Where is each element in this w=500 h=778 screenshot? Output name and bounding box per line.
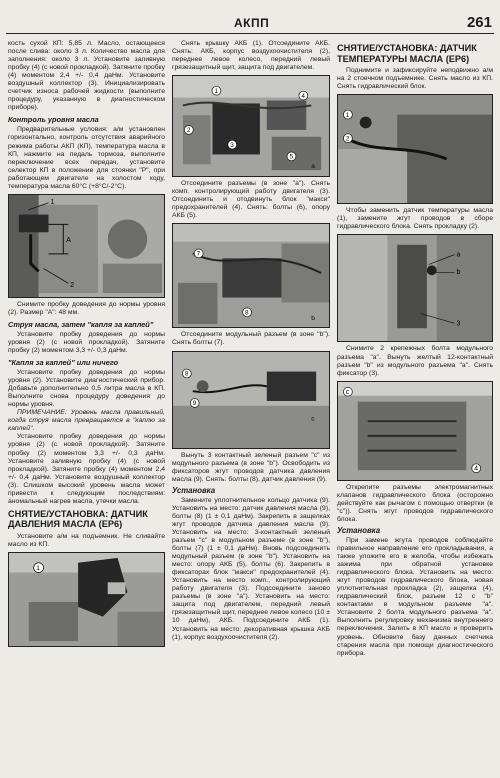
photo-engine-bay <box>172 75 330 177</box>
page-header <box>6 0 494 34</box>
fig-label: 4 <box>301 92 305 100</box>
paragraph: Замените уплотнительное кольцо датчика (9). Установить на место: датчик давления масла (9), болты (8) (1 ± 0,1 даНм). Закрепить в защелках жгут проводов датчика давления масла (9). Установить на место: 3-контактный зеленый разъем "c" в модульном разъеме (в зоне "b"), болты (7) (1 ± 0,1 даНм). Вновь подсоединить модульный разъем (в зоне "b"). Установить на место: опору АКБ (5), болты (6). Закрепить в фиксаторах блок "макси" предохранителей (4). Установить на место комп., контролирующий работу двигателя (3). Подсоедините заново разъемы (в зоне "a"). Установить на место: защита под двигателем, передний левый грязезащитный щит, переднее левое колесо (10 ± 10 даНм), АКБ. Подсоедините АКБ (1). Установить на место: декоративная крышка АКБ (1), корпус воздухоочистителя (2). <box>172 496 330 641</box>
photo-modular-connector <box>172 223 330 328</box>
photo-connector-a <box>337 234 493 342</box>
section-title: АКПП <box>234 16 270 30</box>
fig-label: 2 <box>345 135 350 143</box>
fig-label: c <box>345 388 350 396</box>
fig-label: 9 <box>192 399 197 407</box>
note: ПРИМЕЧАНИЕ: Уровень масла правильный, когда струя масла превращается в "каплю за каплей". <box>8 409 165 433</box>
subheading-install: Установка <box>172 485 216 495</box>
subheading-stream: Струя масла, затем "капля за каплей" <box>8 319 154 329</box>
paragraph: Снять крышку АКБ (1). Отсоедините АКБ. Снять: АКБ, корпус воздухоочистителя (2), переднее левое колесо, передний левый грязезащитный щит, защита под двигателем. <box>172 40 330 72</box>
fig-label: 7 <box>196 251 201 259</box>
paragraph: Снимите 2 крепежных болта модульного разъема "a". Вынуть желтый 12-контактный разъем "b" из модульного разъема "a". Снять фиксатор (3). <box>337 345 493 377</box>
fig-label: 4 <box>474 465 479 473</box>
fig-label: 2 <box>186 127 191 135</box>
fig-label: 1 <box>36 565 40 573</box>
fig-label: 3 <box>456 320 461 328</box>
paragraph: Отсоедините разъемы (в зоне "a"). Снять комп. контролирующий работу двигателя (3). Отсоединить и отодвинуть блок "макси" предохранителей (4). Снять: болты (6), опору АКБ (5). <box>172 180 330 220</box>
paragraph: Снимите пробку доведения до нормы уровня (2). Размер "A": 48 мм. <box>8 300 165 316</box>
paragraph: Чтобы заменить датчик температуры масла (1), замените жгут проводов в сборе гидравлического блока. Снять прокладку (2). <box>337 207 493 231</box>
fig-label: A <box>66 236 71 244</box>
paragraph: Открепите разъемы электромагнитных клапанов гидравлического блока (осторожно действуйте как рычагом с помощью отвертки (в "c")). Снять жгут проводов гидравлического блока. <box>337 483 493 523</box>
column-1 <box>8 40 165 650</box>
fig-label: 8 <box>245 309 249 317</box>
page-number: 261 <box>466 14 492 31</box>
photo-battery-area <box>8 552 165 647</box>
paragraph: При замене жгута проводов соблюдайте правильное направление его прокладывания, а также уложите его в желоба, чтобы избежать зажима при обратной установке гидравлического блока. Установить на место: жгут проводов гидравлического блока, новая уплотнительная прокладка (2), защелка (4), гидравлический блок, разъем 12 с "b" контактами в модульном разъеме "a". Установите 2 болта модульного разъема "a". Выполнить регулировку механизма внутреннего переключения. Залить в КП масло и проверить уровень. Обновите базу данных счетчика старения масла при помощи диагностического прибора. <box>337 536 493 657</box>
fig-label: a <box>311 163 315 171</box>
fig-label: b <box>311 315 315 323</box>
fig-label: 3 <box>230 141 234 149</box>
paragraph: Установите пробку доведения до нормы уровня (2). Установите диагностический прибор. Добавьте дополнительно 0,5 литра масла в КП. Выполните снова процедуру доведения до нормы уровня. <box>8 369 165 409</box>
paragraph: Предварительные условия: а/м установлен горизонтально, контроль отсутствия аварийного режима работы АКП (КП), температура масла в КП, нажмите на педаль тормоза, выполните переключение всех передач, установите селектор КП в положение для стоянки "P", при работающем двигателе на холостом ходу, температура масла 60°C (+8°C/-2°C). <box>8 126 165 190</box>
fig-label: 1 <box>50 198 55 206</box>
subheading-install: Установка <box>337 525 381 535</box>
subheading-drop: "Капля за каплей" или ничего <box>8 358 119 368</box>
fig-label: 1 <box>345 112 350 120</box>
fig-label: a <box>456 252 461 260</box>
paragraph: Отсоедините модульный разъем (в зоне "b"). Снять болты (7). <box>172 331 330 347</box>
photo-drain-plug <box>8 194 165 298</box>
paragraph: Установите а/м на подъемник. Не сливайте масло из КП. <box>8 533 165 549</box>
section-heading-temperature-sensor: СНЯТИЕ/УСТАНОВКА: ДАТЧИК ТЕМПЕРАТУРЫ МАСЛА (EP6) <box>337 43 477 64</box>
photo-hydraulic-block <box>337 94 493 204</box>
subheading-oil-level: Контроль уровня масла <box>8 115 99 125</box>
photo-pressure-sensor <box>172 351 330 449</box>
column-2 <box>172 40 330 642</box>
fig-label: 8 <box>184 370 189 378</box>
fig-label: 5 <box>289 153 294 161</box>
paragraph: Вынуть 3 контактный зеленый разъем "c" из модульного разъема (в зоне "b"). Освободить из фиксаторов жгут проводов датчика давления масла (9). Снять: болты (8), датчик давления (9). <box>172 451 330 483</box>
photo-solenoid-connectors <box>337 381 493 481</box>
fig-label: c <box>311 415 315 423</box>
fig-label: b <box>456 269 461 277</box>
paragraph: кость сухой КП: 5,85 л. Масло, остающееся после слива: около 3 л. Количество масла для заполнения: около 3 л. Установите заливную пробку (4) (с новой прокладкой). Затяните пробку (4) моментом 2,4 +/- 0,4 даНм. Установите воздушный коллектор (3). Инициализировать счетчик износа рабочей жидкости (выполните процедуру, указанную в диагностическом приборе). <box>8 40 165 112</box>
section-heading-pressure-sensor: СНЯТИЕ/УСТАНОВКА: ДАТЧИК ДАВЛЕНИЯ МАСЛА (EP6) <box>8 508 148 530</box>
paragraph: Установите пробку доведения до нормы уровня (2) (с новой прокладкой). Затяните пробку (2) моментом 3,3 +/- 0,3 даНм. Установите заливную пробку (4) (с новой прокладкой). Затяните пробку (4) моментом 2,4 +/- 0,4 даНм. Установите воздушный коллектор (3). Слишком высокий уровень масла может привести к следующим последствиям: аномальный нагрев масла, утечки масла. <box>8 433 165 505</box>
column-3 <box>337 40 493 658</box>
paragraph: Поднимите и зафиксируйте неподвижно а/м на 2 стоечном подъемнике. Снять масло из КП. Снять гидравлический блок. <box>337 67 493 91</box>
fig-label: 2 <box>70 282 75 289</box>
paragraph: Установите пробку доведения до нормы уровня (2) (с новой прокладкой). Затяните пробку (2) моментом 3,3 +/- 0,3 даНм. <box>8 330 165 354</box>
fig-label: 1 <box>214 88 219 96</box>
